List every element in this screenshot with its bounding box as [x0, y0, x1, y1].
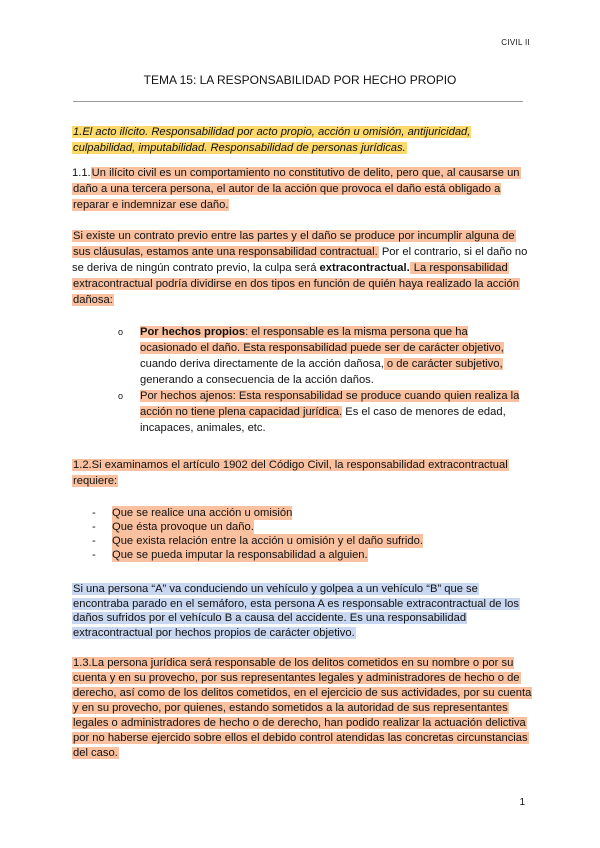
requirement-text: Que se pueda imputar la responsabilidad a alguien.	[112, 549, 368, 561]
list-item	[118, 388, 528, 436]
paragraph-1-1	[72, 165, 532, 213]
bullet-text-d: generando a consecuencia de la acción daños.	[140, 374, 374, 386]
list-item	[92, 534, 512, 548]
requirements-list	[92, 506, 512, 562]
bullet-text-a: : el responsable es la misma persona que ha ocasionado el daño. Esta responsabilidad puede ser de carácter objetivo,	[140, 326, 504, 354]
title-divider	[73, 101, 523, 102]
bullet-text-b: cuando deriva directamente de la acción dañosa,	[140, 358, 384, 370]
contract-bold: extracontractual.	[319, 262, 410, 274]
paragraph-contract	[72, 228, 532, 308]
bullet-marker: o	[118, 391, 124, 401]
contract-text-c: La responsabilidad extracontractual podría dividirse en dos tipos en función de quién haya realizado la acción dañosa:	[73, 262, 519, 306]
dash-marker: -	[92, 521, 96, 533]
course-header: CIVIL II	[501, 38, 530, 47]
list-item	[92, 520, 512, 534]
page-title: TEMA 15: LA RESPONSABILIDAD POR HECHO PROPIO	[143, 73, 457, 87]
bullet-text-c: o de carácter subjetivo,	[383, 358, 503, 370]
dash-marker: -	[92, 549, 96, 561]
list-item	[92, 548, 512, 562]
example-text: Si una persona “A” va conduciendo un vehículo y golpea a un vehículo “B” que se encontraba parado en el semáforo, esta persona A es responsable extracontractual de los daños sufridos por el vehículo B a causa del accidente. Es una responsabilidad extracontractual por hechos propios de carácter objetivo.	[73, 583, 519, 639]
page-number: 1	[519, 797, 525, 808]
section1-heading	[72, 124, 532, 156]
paragraph-1-3-text: 1.3.La persona jurídica será responsable de los delitos cometidos en su nombre o por su cuenta y en su provecho, por sus representantes legales y administradores de hecho o de derecho, así como de los delitos cometidos, en el ejercicio de sus actividades, por su cuenta y en su provecho, por quienes, estando sometidos a la autoridad de sus representantes legales o administradores de hecho o de derecho, han podido realizar la actuación delictiva por no haberse ejercido sobre ellos el debido control atendidas las concretas circunstancias del caso.	[73, 657, 532, 759]
contract-text-b: Por el contrario, si el daño no se deriva de ningún contrato previo, la culpa será	[72, 246, 528, 274]
example-paragraph	[72, 582, 532, 640]
requirement-text: Que se realice una acción u omisión	[112, 507, 293, 519]
list-item-text	[140, 324, 528, 388]
contract-text-a: Si existe un contrato previo entre las partes y el daño se produce por incumplir alguna de sus cláusulas, estamos ante una responsabilidad contractual.	[73, 230, 515, 258]
paragraph-1-2-text: 1.2.Si examinamos el artículo 1902 del Código Civil, la responsabilidad extracontractual requiere:	[73, 459, 508, 487]
responsibility-types-list	[118, 324, 528, 436]
dash-marker: -	[92, 535, 96, 547]
requirement-text: Que exista relación entre la acción u omisión y el daño sufrido.	[112, 535, 423, 547]
list-item-text	[140, 388, 528, 436]
list-item	[92, 506, 512, 520]
paragraph-1-3	[72, 656, 532, 761]
paragraph-1-2	[72, 457, 532, 489]
list-item	[118, 324, 528, 388]
section1-heading-text: 1.El acto ilícito. Responsabilidad por acto propio, acción u omisión, antijuricidad, culpabilidad, imputabilidad. Responsabilidad de personas jurídicas.	[73, 126, 471, 154]
paragraph-1-1-text: Un ilícito civil es un comportamiento no constitutivo de delito, pero que, al causarse un daño a una tercera persona, el autor de la acción que provoca el daño está obligado a reparar e indemnizar ese daño.	[73, 167, 520, 211]
bullet-bold: Por hechos propios	[140, 326, 246, 338]
bullet-text-b: Esta responsabilidad se produce cuando quien realiza la acción no tiene plena capacidad jurídica.	[140, 390, 520, 418]
requirement-text: Que ésta provoque un daño.	[112, 521, 254, 533]
dash-marker: -	[92, 507, 96, 519]
bullet-text-c: Es el caso de menores de edad, incapaces, animales, etc.	[140, 406, 506, 434]
bullet-marker: o	[118, 327, 124, 337]
paragraph-1-1-number: 1.1.	[72, 167, 91, 179]
bullet-text-a: Por hechos ajenos:	[140, 390, 236, 402]
